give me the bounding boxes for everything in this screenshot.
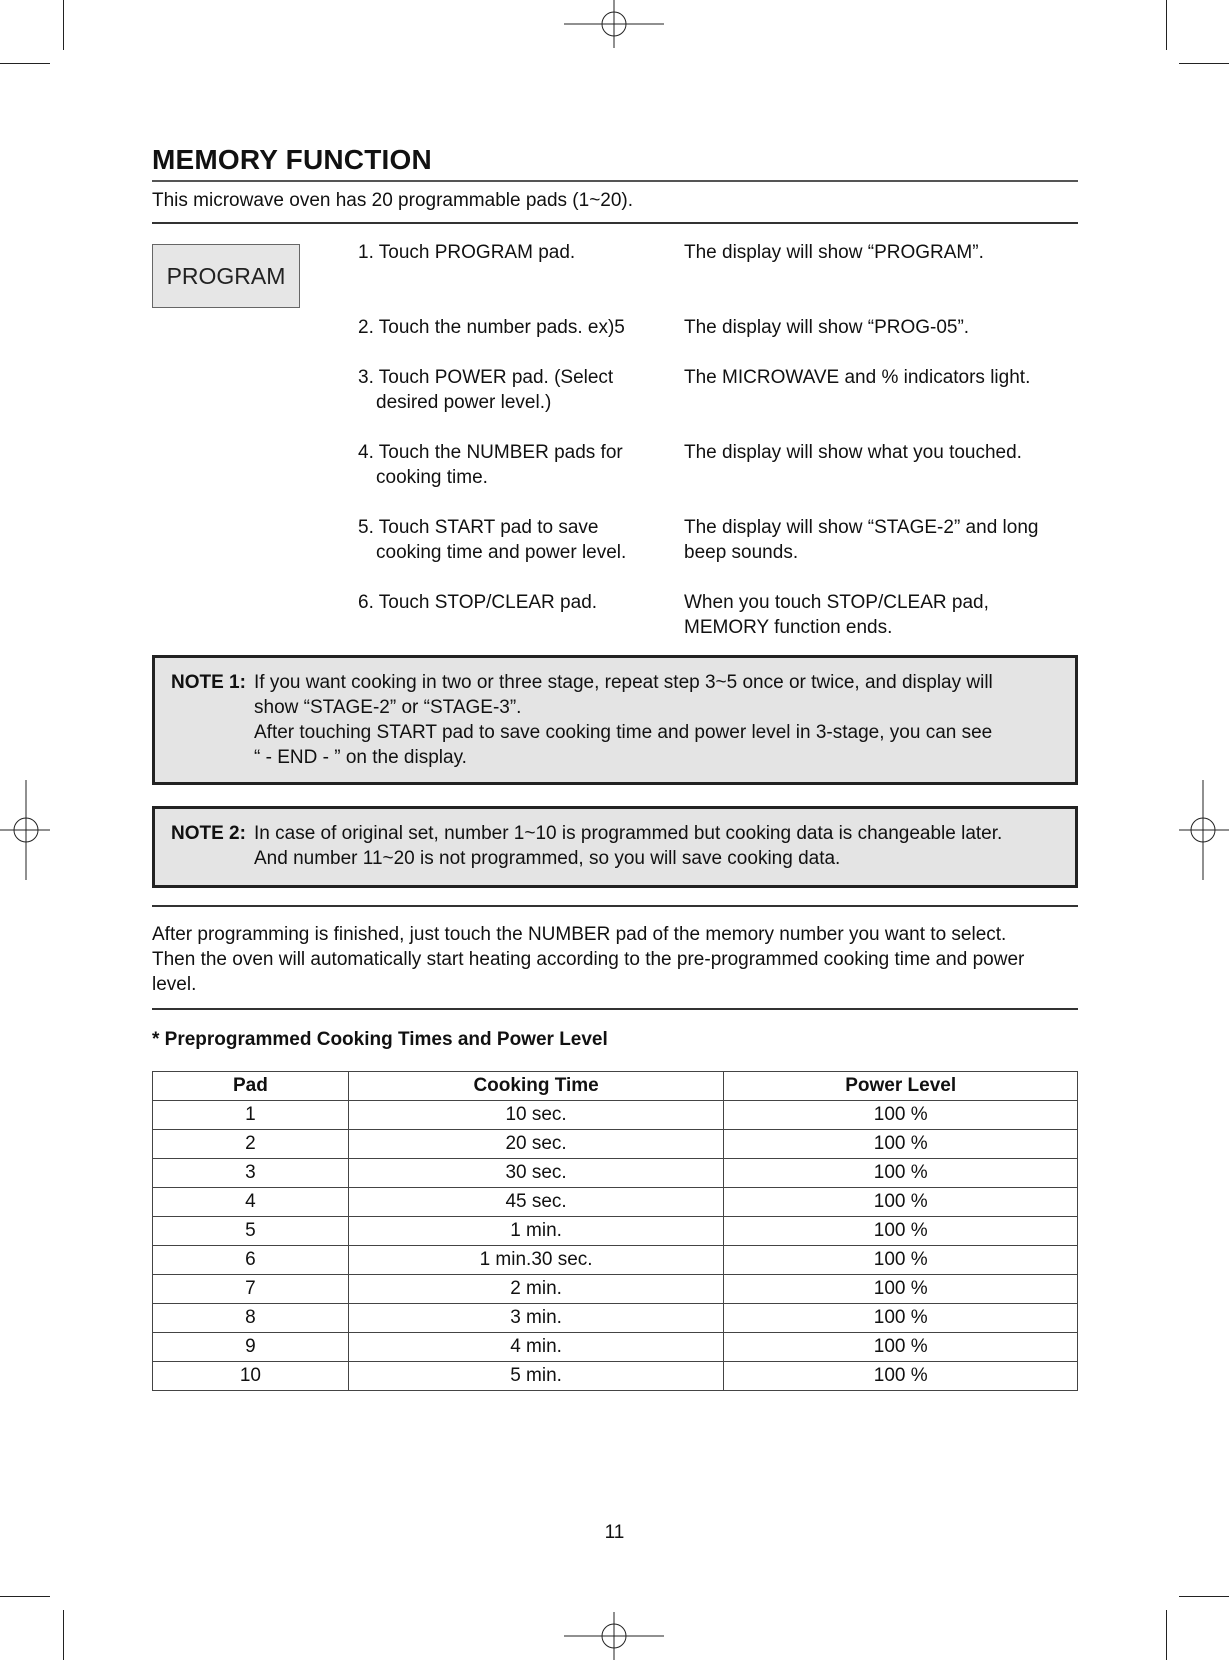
after-programming-text <box>152 922 1078 997</box>
table-header-row <box>153 1072 1078 1101</box>
step-action: 6. Touch STOP/CLEAR pad. <box>358 592 598 613</box>
column-header-pad: Pad <box>153 1072 349 1101</box>
note-line: After touching START pad to save cooking time and power level in 3-stage, you can see <box>254 722 993 743</box>
cell-cooking-time: 3 min. <box>348 1304 724 1333</box>
table-row <box>153 1188 1078 1217</box>
cell-power-level: 100 % <box>724 1130 1078 1159</box>
cell-pad: 1 <box>153 1101 349 1130</box>
step-result: The display will show “PROGRAM”. <box>684 242 984 263</box>
note-2 <box>152 806 1078 888</box>
paragraph-line: Then the oven will automatically start heating according to the pre-programmed cooking time and power <box>152 949 1025 970</box>
cell-pad: 5 <box>153 1217 349 1246</box>
note-line: show “STAGE-2” or “STAGE-3”. <box>254 697 522 718</box>
note-line: And number 11~20 is not programmed, so you will save cooking data. <box>254 848 841 869</box>
paragraph-line: level. <box>152 974 197 995</box>
cell-pad: 4 <box>153 1188 349 1217</box>
note-line: “ - END - ” on the display. <box>254 747 467 768</box>
note-label: NOTE 2: <box>171 823 246 844</box>
step-result-cont: MEMORY function ends. <box>684 617 893 638</box>
step-action: 3. Touch POWER pad. (Select <box>358 367 614 388</box>
cell-pad: 8 <box>153 1304 349 1333</box>
cell-cooking-time: 2 min. <box>348 1275 724 1304</box>
note-line: If you want cooking in two or three stage, repeat step 3~5 once or twice, and display will <box>254 672 993 693</box>
cell-cooking-time: 20 sec. <box>348 1130 724 1159</box>
table-title: * Preprogrammed Cooking Times and Power Level <box>152 1029 608 1050</box>
note-label: NOTE 1: <box>171 672 246 693</box>
table-row <box>153 1275 1078 1304</box>
registration-mark-right <box>1129 780 1229 880</box>
registration-mark-top <box>564 0 664 100</box>
step-action-cont: desired power level.) <box>376 392 552 413</box>
note-line: In case of original set, number 1~10 is programmed but cooking data is changeable later. <box>254 823 1003 844</box>
step-result: The display will show what you touched. <box>684 442 1022 463</box>
cell-power-level: 100 % <box>724 1188 1078 1217</box>
cell-power-level: 100 % <box>724 1159 1078 1188</box>
table-row <box>153 1217 1078 1246</box>
page-number: 11 <box>604 1522 625 1543</box>
cell-pad: 7 <box>153 1275 349 1304</box>
cell-cooking-time: 1 min. <box>348 1217 724 1246</box>
column-header-power-level: Power Level <box>724 1072 1078 1101</box>
page-subtitle: This microwave oven has 20 programmable pads (1~20). <box>152 190 1078 224</box>
cell-cooking-time: 45 sec. <box>348 1188 724 1217</box>
step-result-cont: beep sounds. <box>684 542 799 563</box>
crop-mark <box>1166 0 1167 50</box>
table-row <box>153 1333 1078 1362</box>
page-title: MEMORY FUNCTION <box>152 144 1078 182</box>
registration-mark-left <box>0 780 100 880</box>
step-result: The display will show “STAGE-2” and long <box>684 517 1039 538</box>
cell-power-level: 100 % <box>724 1217 1078 1246</box>
crop-mark <box>0 63 50 64</box>
step-result: The MICROWAVE and % indicators light. <box>684 367 1031 388</box>
step-action: 4. Touch the NUMBER pads for <box>358 442 623 463</box>
step-result: When you touch STOP/CLEAR pad, <box>684 592 989 613</box>
cell-power-level: 100 % <box>724 1246 1078 1275</box>
crop-mark <box>1179 63 1229 64</box>
cell-cooking-time: 5 min. <box>348 1362 724 1391</box>
cell-cooking-time: 4 min. <box>348 1333 724 1362</box>
table-row <box>153 1362 1078 1391</box>
cell-pad: 3 <box>153 1159 349 1188</box>
crop-mark <box>63 0 64 50</box>
table-row <box>153 1101 1078 1130</box>
cell-cooking-time: 30 sec. <box>348 1159 724 1188</box>
step-result: The display will show “PROG-05”. <box>684 317 970 338</box>
step-action-cont: cooking time and power level. <box>376 542 627 563</box>
cell-cooking-time: 10 sec. <box>348 1101 724 1130</box>
note-1 <box>152 655 1078 785</box>
step-action: 1. Touch PROGRAM pad. <box>358 242 576 263</box>
table-row <box>153 1130 1078 1159</box>
cooking-times-table <box>152 1071 1078 1391</box>
table-row <box>153 1304 1078 1333</box>
program-pad-illustration: PROGRAM <box>152 244 300 308</box>
steps-area <box>152 224 1078 656</box>
cell-power-level: 100 % <box>724 1101 1078 1130</box>
cell-pad: 2 <box>153 1130 349 1159</box>
cell-power-level: 100 % <box>724 1362 1078 1391</box>
table-row <box>153 1159 1078 1188</box>
column-header-cooking-time: Cooking Time <box>348 1072 724 1101</box>
step-action: 5. Touch START pad to save <box>358 517 599 538</box>
cell-pad: 9 <box>153 1333 349 1362</box>
cell-pad: 10 <box>153 1362 349 1391</box>
crop-mark <box>1179 1596 1229 1597</box>
cell-power-level: 100 % <box>724 1275 1078 1304</box>
divider <box>152 1008 1078 1010</box>
cell-pad: 6 <box>153 1246 349 1275</box>
cell-power-level: 100 % <box>724 1304 1078 1333</box>
crop-mark <box>0 1596 50 1597</box>
registration-mark-bottom <box>564 1560 664 1660</box>
step-action: 2. Touch the number pads. ex)5 <box>358 317 625 338</box>
step-action-cont: cooking time. <box>376 467 488 488</box>
crop-mark <box>63 1610 64 1660</box>
cell-power-level: 100 % <box>724 1333 1078 1362</box>
crop-mark <box>1166 1610 1167 1660</box>
cell-cooking-time: 1 min.30 sec. <box>348 1246 724 1275</box>
paragraph-line: After programming is finished, just touch the NUMBER pad of the memory number you want to select. <box>152 924 1007 945</box>
content <box>152 144 1078 1386</box>
table-row <box>153 1246 1078 1275</box>
divider <box>152 905 1078 907</box>
